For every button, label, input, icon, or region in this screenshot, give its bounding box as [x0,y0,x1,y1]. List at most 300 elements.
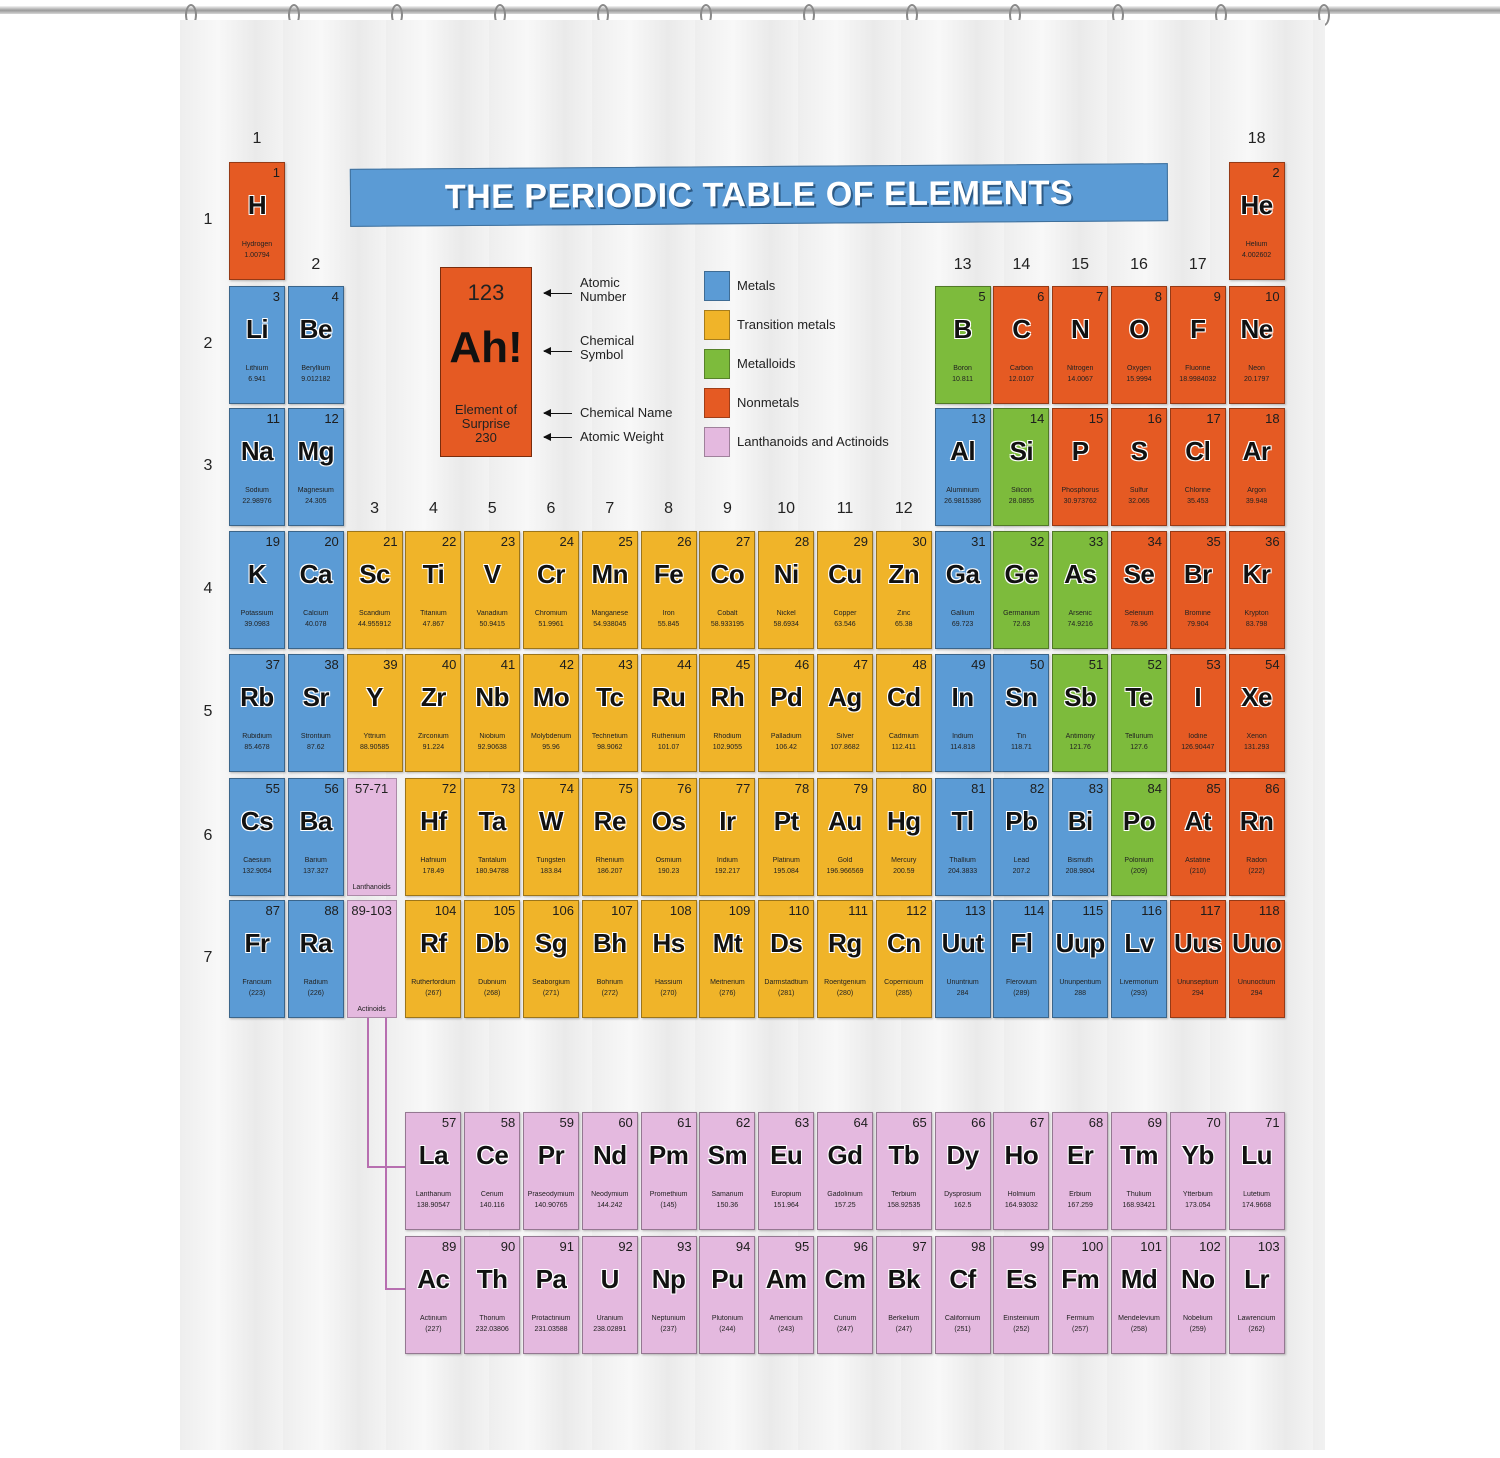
atomic-number: 57 [441,1115,457,1130]
group-label-15: 15 [1071,256,1090,273]
element-tile-rn [1229,778,1285,896]
element-name: Technetium [591,733,628,740]
element-tile-k [229,531,285,649]
chemical-symbol: Nd [592,1140,627,1170]
element-name: Barium [304,857,327,864]
atomic-number: 82 [1029,781,1045,796]
element-name: Cerium [480,1191,504,1198]
atomic-weight: 55.845 [657,621,680,628]
connector-line [385,1018,387,1290]
element-tile-tl [935,778,991,896]
atomic-weight: 207.2 [1012,868,1031,875]
element-name: Berkelium [888,1315,920,1322]
atomic-weight: 39.948 [1245,498,1268,505]
atomic-number: 21 [383,534,398,549]
element-name: Argon [1247,487,1266,494]
chemical-symbol: U [600,1264,619,1294]
legend-label-nonmetal: Nonmetals [737,395,800,410]
atomic-number: 71 [1265,1115,1280,1130]
chemical-symbol: I [1194,682,1202,712]
group-label-13: 13 [953,256,972,273]
element-tile-in [935,654,991,772]
element-tile-zr [405,654,461,772]
atomic-number: 97 [912,1239,927,1254]
element-name: Bromine [1184,610,1211,617]
element-tile-ce [464,1112,520,1230]
atomic-weight: (210) [1189,868,1206,875]
chemical-symbol: Re [593,806,626,836]
legend-swatch-metalloid [704,349,730,379]
atomic-weight: (289) [1013,990,1030,997]
element-tile-tm [1111,1112,1167,1230]
atomic-weight: 78.96 [1130,621,1148,628]
atomic-number: 44 [677,657,692,672]
element-name: Gadolinium [827,1191,863,1198]
atomic-weight: 87.62 [307,744,325,751]
curtain-rod [0,6,1500,14]
element-name: Meitnerium [710,979,745,986]
chemical-symbol: Pb [1005,806,1038,836]
element-name: Astatine [1185,857,1211,864]
chemical-symbol: Cm [824,1264,866,1294]
chemical-symbol: F [1190,314,1206,344]
legend-label-lanact: Lanthanoids and Actinoids [737,434,889,449]
atomic-weight: 85.4678 [244,744,270,751]
group-label-17: 17 [1188,256,1207,273]
atomic-weight: 106.42 [775,744,797,751]
chemical-symbol: Ga [945,559,980,589]
atomic-number: 35 [1206,534,1221,549]
atomic-number: 61 [677,1115,692,1130]
chemical-symbol: Uus [1173,928,1222,958]
element-name: Curium [833,1315,857,1322]
group-label-8: 8 [664,500,674,517]
element-name: Neodymium [591,1191,629,1198]
atomic-weight: 72.63 [1012,621,1031,628]
chemical-symbol: Sg [534,928,568,958]
element-tile-cl [1170,408,1226,526]
chemical-symbol: Li [245,314,269,344]
chemical-symbol: Dy [946,1140,979,1170]
element-name: Ununoctium [1237,979,1276,986]
element-name: Lithium [245,365,269,372]
chemical-symbol: Tl [951,806,974,836]
element-name: Selenium [1124,610,1154,617]
chemical-symbol: Cf [949,1264,976,1294]
element-name: Tantalum [477,857,507,864]
chemical-symbol: Rg [828,928,862,958]
element-name: Promethium [649,1191,688,1198]
element-name: Ytterbium [1182,1191,1213,1198]
element-tile-hg [876,778,932,896]
atomic-weight: 173.054 [1185,1202,1211,1209]
chemical-symbol: Cs [240,806,274,836]
chemical-symbol: Sm [707,1140,748,1170]
element-tile-kr [1229,531,1285,649]
legend-label-metalloid: Metalloids [737,356,796,371]
atomic-number: 58 [500,1115,516,1130]
element-name: Tellurium [1124,733,1153,740]
element-name: Hassium [654,979,683,986]
connector-line [367,1018,369,1168]
element-name: Titanium [420,610,447,617]
atomic-number: 37 [265,657,280,672]
legend-label-metal: Metals [737,278,776,293]
atomic-weight: (222) [1248,868,1265,875]
atomic-weight: 121.76 [1069,744,1091,751]
atomic-weight: 118.71 [1010,744,1032,751]
element-tile-ag [817,654,873,772]
element-tile-pr [523,1112,579,1230]
chemical-symbol: Te [1125,682,1153,712]
atomic-weight: 174.9668 [1241,1202,1272,1209]
element-name: Scandium [359,610,391,617]
group-label-14: 14 [1012,256,1031,273]
element-name: Rutherfordium [411,979,456,986]
chemical-symbol: Si [1009,436,1034,466]
element-name: Chromium [534,610,568,617]
element-tile-th [464,1236,520,1354]
element-name: Bohrium [596,979,623,986]
element-tile-zn [876,531,932,649]
chemical-symbol: Ne [1240,314,1273,344]
element-tile-co [699,531,755,649]
atomic-weight: 40.078 [305,621,327,628]
element-tile-al [935,408,991,526]
atomic-weight: (145) [660,1202,677,1209]
element-tile-os [641,778,697,896]
element-name: Phosphorus [1061,487,1099,494]
chemical-symbol: Hf [420,806,447,836]
atomic-number: 10 [1265,289,1280,304]
atomic-number: 3 [272,289,280,304]
group-label-2: 2 [311,256,321,273]
atomic-number: 54 [1265,657,1280,672]
element-tile-sc [347,531,403,649]
atomic-weight: 6.941 [248,376,266,383]
atomic-number: 47 [853,657,868,672]
element-tile-sr [288,654,344,772]
element-tile-te [1111,654,1167,772]
atomic-weight: 140.90765 [534,1202,568,1209]
arrow-left-icon [544,437,572,438]
element-tile-br [1170,531,1226,649]
chemical-symbol: Ir [719,806,736,836]
placeholder-range: 89-103 [351,903,392,918]
element-tile-ta [464,778,520,896]
chemical-symbol: Ar [1242,436,1271,466]
element-tile-he [1229,162,1285,280]
chemical-symbol: Cd [886,682,921,712]
chemical-symbol: Fm [1061,1264,1100,1294]
element-name: Cadmium [888,733,919,740]
chemical-symbol: Rb [240,682,274,712]
element-tile-ni [758,531,814,649]
atomic-weight: 102.9055 [712,744,742,751]
atomic-weight: 98.9062 [597,744,623,751]
element-tile-rh [699,654,755,772]
element-tile-cm [817,1236,873,1354]
atomic-number: 64 [853,1115,868,1130]
atomic-weight: 18.9984032 [1179,376,1217,383]
atomic-weight: (259) [1189,1326,1206,1333]
chemical-symbol: P [1071,436,1089,466]
element-name: Helium [1245,241,1268,248]
legend-label-transition: Transition metals [737,317,836,332]
element-tile-na [229,408,285,526]
placeholder-actinoids [347,900,397,1018]
element-name: Polonium [1124,857,1154,864]
element-name: Europium [771,1191,802,1198]
element-tile-pd [758,654,814,772]
element-tile-y [347,654,403,772]
element-name: Ununpentium [1059,979,1101,986]
chemical-symbol: Mt [712,928,743,958]
element-tile-cd [876,654,932,772]
chemical-symbol: Np [651,1264,686,1294]
atomic-weight: 22.98976 [242,498,272,505]
element-tile-li [229,286,285,404]
element-tile-bh [582,900,638,1018]
chemical-symbol: Ho [1004,1140,1039,1170]
chemical-symbol: At [1184,806,1212,836]
atomic-weight: 294 [1191,990,1204,997]
element-tile-sb [1052,654,1108,772]
element-name: Ruthenium [651,733,686,740]
atomic-weight: (223) [248,990,266,997]
atomic-number: 115 [1082,903,1104,918]
atomic-number: 93 [677,1239,692,1254]
element-tile-mg [288,408,344,526]
chemical-symbol: Yb [1181,1140,1214,1170]
element-name: Lutetium [1243,1191,1271,1198]
atomic-number: 25 [618,534,633,549]
atomic-weight: 183.84 [540,868,562,875]
atomic-weight: 54.938045 [593,621,627,628]
atomic-number: 50 [1029,657,1045,672]
element-name: Potassium [240,610,274,617]
key-chemical-symbol: Ah! [449,323,523,372]
element-tile-as [1052,531,1108,649]
atomic-number: 90 [500,1239,516,1254]
atomic-weight: 127.6 [1130,744,1148,751]
atomic-number: 99 [1029,1239,1045,1254]
element-name: Sodium [245,487,269,494]
period-label-7: 7 [203,949,213,966]
chemical-symbol: Pd [770,682,803,712]
element-tile-cu [817,531,873,649]
atomic-number: 72 [441,781,457,796]
atomic-weight: 180.94788 [475,868,509,875]
atomic-weight: 167.259 [1067,1202,1093,1209]
element-name: Gold [837,857,853,864]
element-tile-cr [523,531,579,649]
atomic-number: 84 [1147,781,1162,796]
atomic-weight: 284 [956,990,969,997]
chemical-symbol: Sn [1005,682,1038,712]
element-name: Manganese [591,610,629,617]
atomic-weight: 157.25 [834,1202,856,1209]
chemical-symbol: Am [765,1264,807,1294]
chemical-symbol: Es [1005,1264,1037,1294]
element-name: Livermorium [1119,979,1159,986]
atomic-number: 20 [324,534,339,549]
element-tile-db [464,900,520,1018]
atomic-weight: (285) [895,990,912,997]
element-name: Mendelevium [1118,1315,1160,1322]
chemical-symbol: Os [651,806,686,836]
element-tile-md [1111,1236,1167,1354]
chemical-symbol: Pm [648,1140,689,1170]
element-tile-si [993,408,1049,526]
atomic-weight: 138.90547 [416,1202,450,1209]
atomic-weight: 208.9804 [1065,868,1095,875]
atomic-weight: (268) [484,990,501,997]
atomic-weight: (237) [660,1326,677,1333]
element-tile-sm [699,1112,755,1230]
atomic-number: 32 [1029,534,1045,549]
element-name: Dysprosium [944,1191,982,1198]
element-name: Indium [952,733,974,740]
element-name: Silver [836,733,854,740]
atomic-number: 46 [794,657,810,672]
element-name: Mercury [891,857,917,864]
page-title: THE PERIODIC TABLE OF ELEMENTS [444,173,1074,217]
atomic-weight: 231.03588 [534,1326,568,1333]
atomic-weight: 150.36 [716,1202,739,1209]
chemical-symbol: Cu [828,559,862,589]
atomic-weight: (252) [1013,1326,1030,1333]
chemical-symbol: Nb [475,682,510,712]
atomic-number: 111 [848,903,868,918]
atomic-weight: 92.90638 [477,744,507,751]
atomic-number: 1 [272,165,280,180]
element-tile-o [1111,286,1167,404]
element-tile-ac [405,1236,461,1354]
legend-swatch-transition [704,310,730,340]
element-tile-v [464,531,520,649]
element-tile-p [1052,408,1108,526]
legend-swatch-lanact [704,427,730,457]
atomic-number: 27 [735,534,751,549]
element-name: Molybdenum [530,733,572,740]
element-tile-hs [641,900,697,1018]
element-name: Niobium [479,733,506,740]
element-name: Bismuth [1067,857,1093,864]
chemical-symbol: Uup [1055,928,1105,958]
element-name: Xenon [1246,733,1267,740]
atomic-weight: 192.217 [714,868,741,875]
atomic-weight: 74.9216 [1067,621,1093,628]
chemical-symbol: Uuo [1232,928,1282,958]
atomic-weight: (270) [660,990,677,997]
element-tile-hf [405,778,461,896]
atomic-weight: 65.38 [895,621,913,628]
element-name: Magnesium [297,487,334,494]
atomic-number: 18 [1265,411,1280,426]
element-tile-bk [876,1236,932,1354]
atomic-weight: 178.49 [422,868,445,875]
element-name: Lawrencium [1237,1315,1276,1322]
atomic-weight: 158.92535 [887,1202,921,1209]
element-name: Hydrogen [241,241,273,248]
atomic-number: 73 [500,781,516,796]
atomic-weight: (271) [542,990,560,997]
element-tile-lr [1229,1236,1285,1354]
chemical-symbol: Gd [827,1140,863,1170]
key-label-symbol: Chemical Symbol [580,333,635,362]
element-name: Protactinium [531,1315,571,1322]
atomic-number: 8 [1154,289,1162,304]
group-label-9: 9 [722,500,732,517]
element-tile-ar [1229,408,1285,526]
atomic-number: 112 [906,903,927,918]
atomic-weight: (226) [307,990,324,997]
atomic-number: 83 [1088,781,1104,796]
element-name: Radon [1246,857,1267,864]
element-name: Ununseptium [1177,979,1219,986]
atomic-number: 19 [265,534,280,549]
atomic-weight: (251) [954,1326,971,1333]
atomic-weight: 140.116 [479,1202,505,1209]
element-tile-au [817,778,873,896]
atomic-number: 31 [971,534,986,549]
element-name: Palladium [770,733,802,740]
element-name: Americium [769,1315,803,1322]
element-name: Krypton [1244,610,1269,617]
atomic-weight: 50.9415 [479,621,505,628]
atomic-number: 91 [559,1239,574,1254]
element-tile-ds [758,900,814,1018]
atomic-number: 48 [912,657,927,672]
atomic-number: 65 [912,1115,927,1130]
atomic-number: 33 [1088,534,1104,549]
atomic-weight: 51.9961 [538,621,564,628]
atomic-number: 14 [1029,411,1045,426]
atomic-weight: (244) [719,1326,736,1333]
atomic-weight: 20.1797 [1243,376,1270,383]
arrow-left-icon [544,293,572,294]
element-tile-ba [288,778,344,896]
chemical-symbol: In [951,682,974,712]
element-tile-bi [1052,778,1108,896]
period-label-1: 1 [203,211,213,228]
element-tile-la [405,1112,461,1230]
chemical-symbol: Sc [359,559,390,589]
chemical-symbol: Mn [591,559,629,589]
atomic-number: 55 [265,781,280,796]
element-tile-yb [1170,1112,1226,1230]
chemical-symbol: Er [1066,1140,1094,1170]
placeholder-lanthanoids [347,778,397,896]
element-name: Nobelium [1183,1315,1213,1322]
element-name: Gallium [950,610,975,617]
chemical-symbol: Pt [773,806,799,836]
element-tile-nb [464,654,520,772]
element-name: Nickel [776,610,796,617]
element-tile-gd [817,1112,873,1230]
element-tile-u [582,1236,638,1354]
atomic-weight: 30.973762 [1063,498,1097,505]
atomic-weight: (247) [895,1326,912,1333]
element-tile-dy [935,1112,991,1230]
element-tile-no [1170,1236,1226,1354]
atomic-number: 92 [618,1239,633,1254]
atomic-weight: 12.0107 [1008,376,1035,383]
atomic-weight: 58.6934 [773,621,799,628]
element-name: Ununtrium [946,979,979,986]
atomic-weight: 47.867 [422,621,445,628]
